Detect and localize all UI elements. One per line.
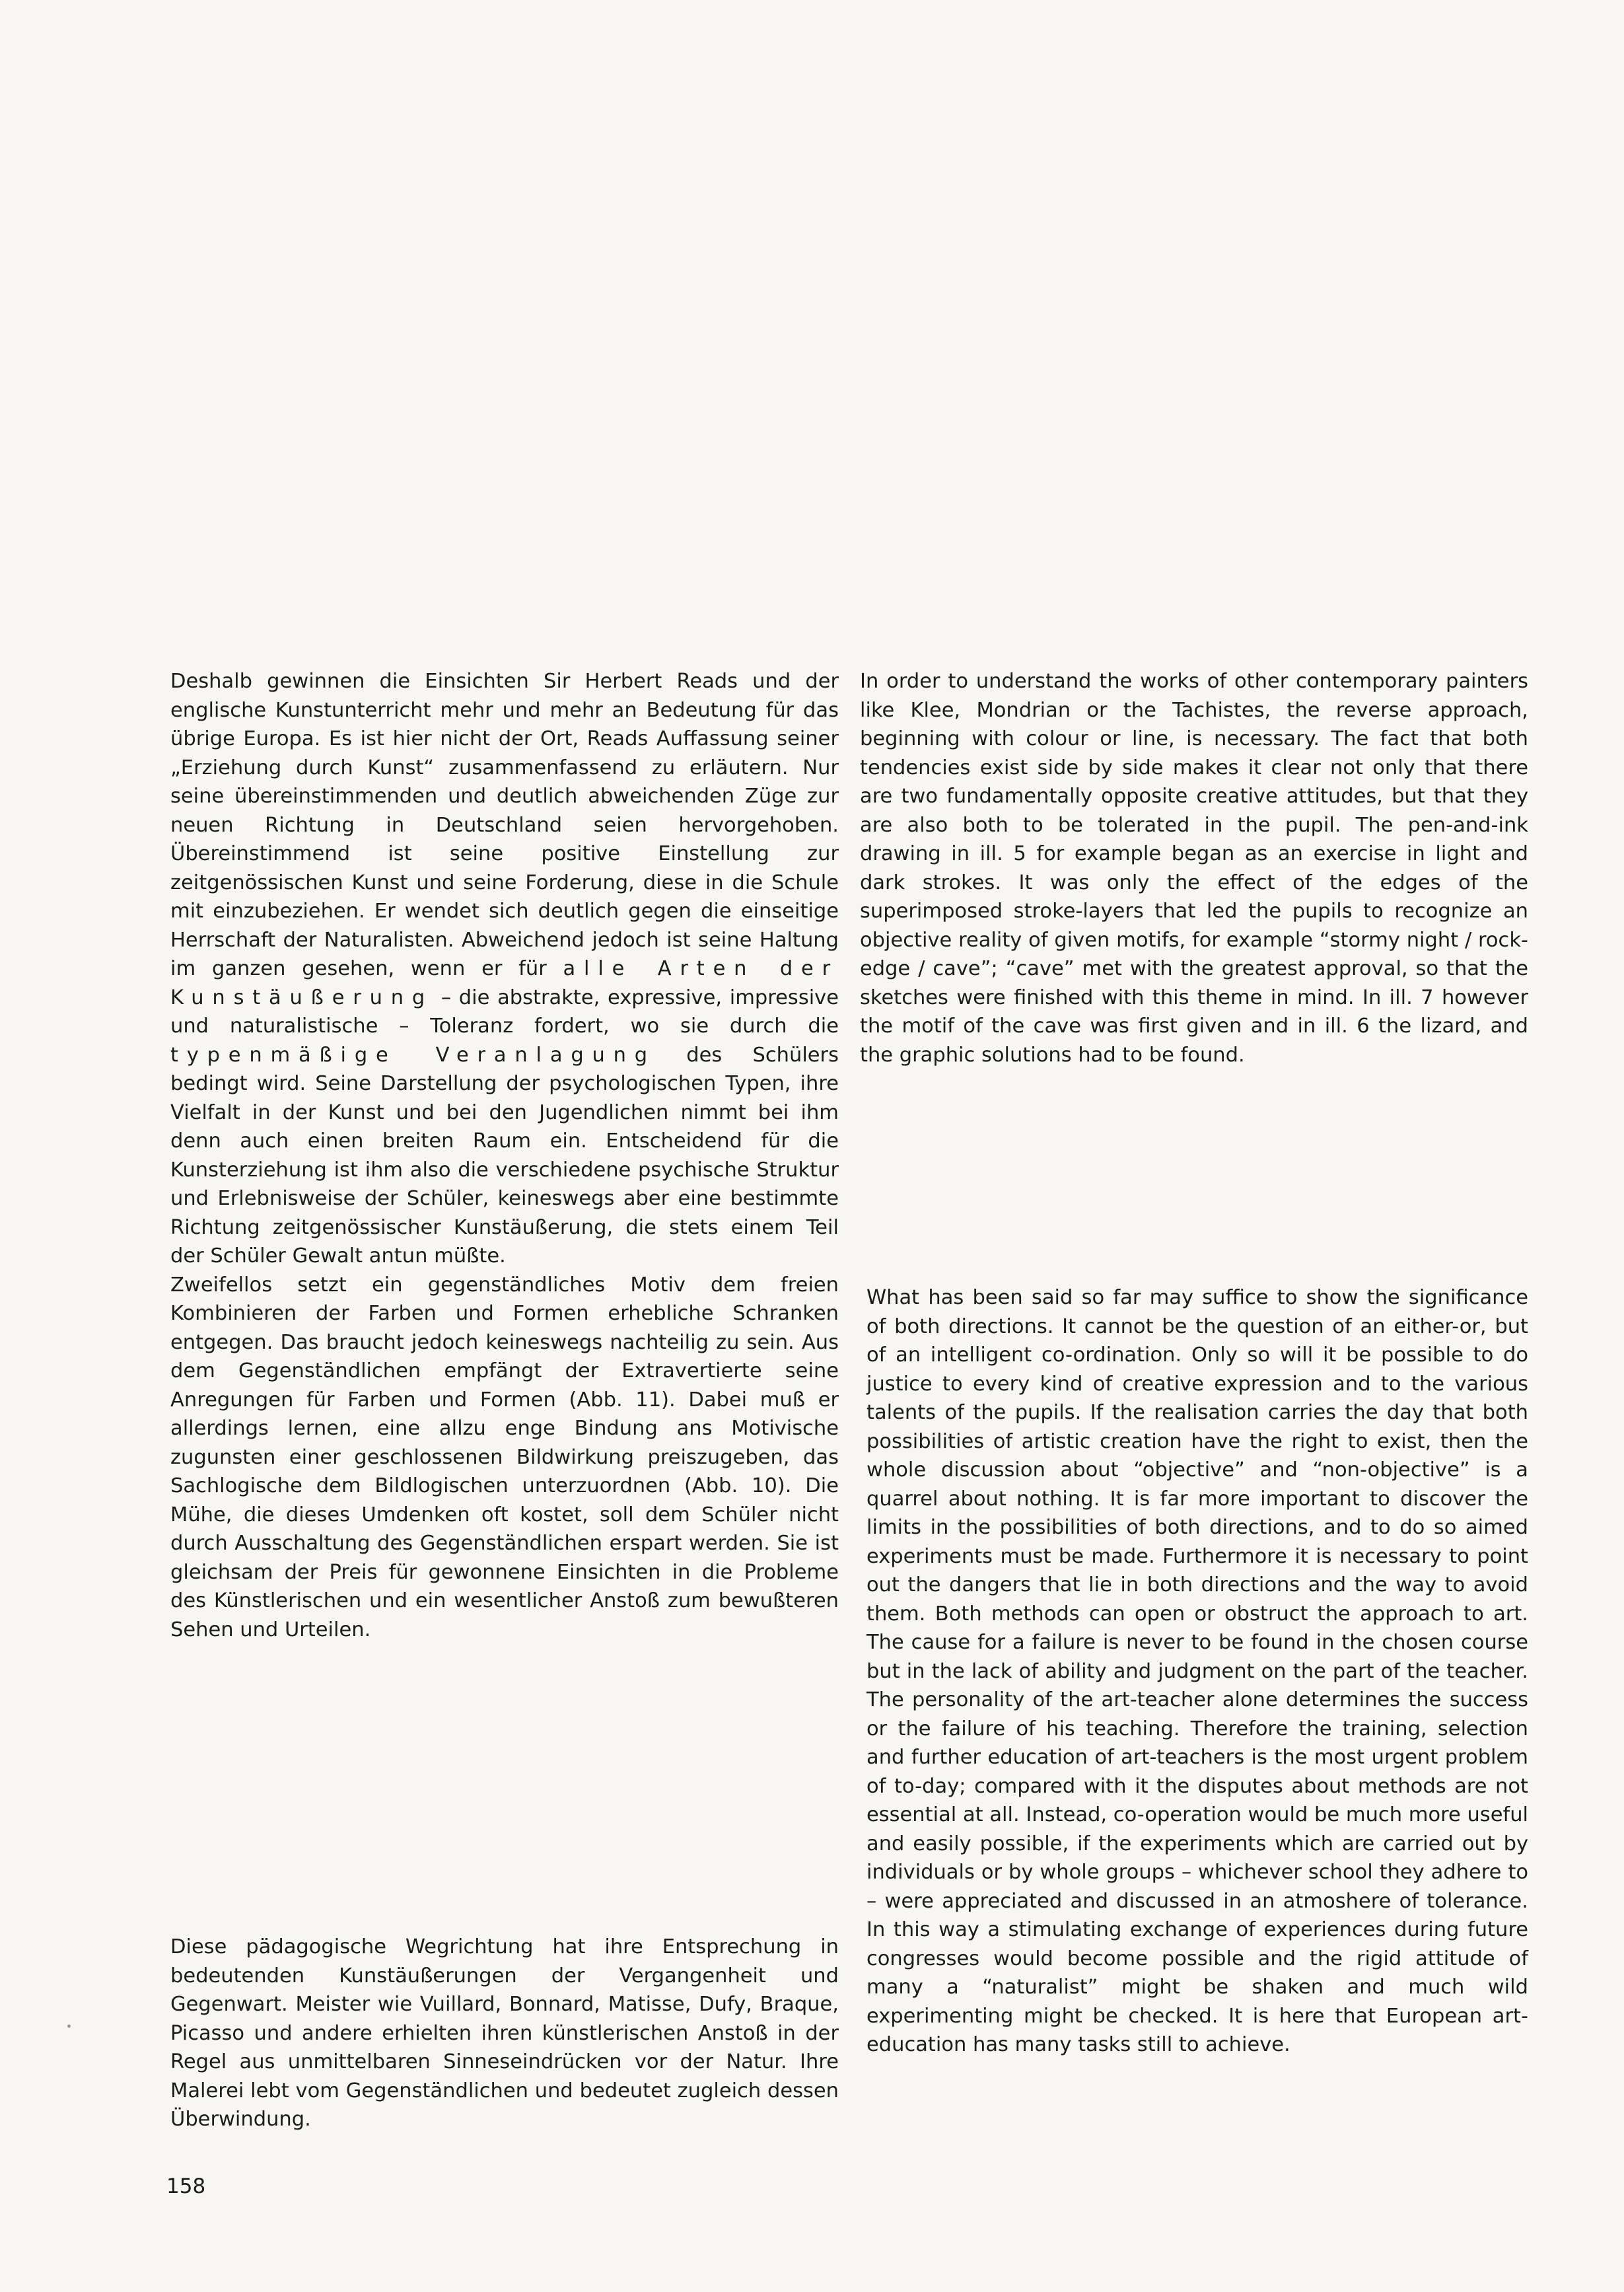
emphasis-type-disposition: typenmäßige Veranlagung xyxy=(170,1043,656,1067)
english-paragraph-1: In order to understand the works of other contemporary painters like Klee, Mondrian or the Tachistes, the reverse approach, beginning with colour or line, is necessary. The fact that both tendencies exist side by side makes it clear not only that there are two fundamentally opposite creative attitudes, but that they are also both to be tolerated in the pupil. The pen-and-ink drawing in ill. 5 for example began as an exercise in light and dark strokes. It was only the effect of the edges of the superimposed stroke-layers that led the pupils to recognize an objective reality of given motifs, for example “stormy night / rock-edge / cave”; “cave” met with the greatest approval, so that the sketches were finished with this theme in mind. In ill. 7 however the motif of the cave was first given and in ill. 6 the lizard, and the graphic solutions had to be found. xyxy=(860,670,1528,1067)
german-paragraph-1-middle: – die abstrakte, expressive, impressive und naturalistische – Toleranz fordert, wo sie durch die xyxy=(170,985,839,1038)
english-text-block-lower xyxy=(866,1283,1528,2059)
german-paragraph-1-end: des Schülers bedingt wird. Seine Darstellung der psychologischen Typen, ihre Vielfalt in der Kunst und bei den Jugendlichen nimmt bei ihm denn auch einen breiten Raum ein. Entscheidend für die Kunsterziehung ist ihm also die verschiedene psychische Struktur und Erlebnisweise der Schüler, keineswegs aber eine bestimmte Richtung zeitgenössischer Kunstäußerung, die stets einem Teil der Schüler Gewalt antun müßte. xyxy=(170,1043,839,1268)
page-number: 158 xyxy=(166,2174,206,2198)
german-paragraph-1 xyxy=(170,667,839,1271)
margin-speck xyxy=(67,2024,71,2028)
german-paragraph-3: Diese pädagogische Wegrichtung hat ihre Entsprechung in bedeutenden Kunstäußerungen der Vergangenheit und Gegenwart. Meister wie Vuillard, Bonnard, Matisse, Dufy, Braque, Picasso und andere erhielten ihren künstlerischen Anstoß in der Regel aus unmittelbaren Sinneseindrücken vor der Natur. Ihre Malerei lebt vom Gegenständlichen und bedeutet zugleich dessen Überwindung. xyxy=(170,1935,839,2131)
german-paragraph-2: Zweifellos setzt ein gegenständliches Motiv dem freien Kombinieren der Farben und Formen erhebliche Schranken entgegen. Das braucht jedoch keineswegs nachteilig zu sein. Aus dem Gegenständlichen empfängt der Extravertierte seine Anregungen für Farben und Formen (Abb. 11). Dabei muß er allerdings lernen, eine allzu enge Bindung ans Motivische zugunsten einer geschlossenen Bildwirkung preiszugeben, das Sachlogische dem Bildlogischen unterzuordnen (Abb. 10). Die Mühe, die dieses Umdenken oft kostet, soll dem Schüler nicht durch Ausschaltung des Gegenständlichen erspart werden. Sie ist gleichsam der Preis für gewonnene Einsichten in die Probleme des Künstlerischen und ein wesentlicher Anstoß zum bewußteren Sehen und Urteilen. xyxy=(170,1273,839,1641)
emphasis-all-kinds: alle Arten der Kunstäußerung xyxy=(170,957,839,1009)
german-text-block xyxy=(170,667,839,1644)
german-paragraph-1-intro: Deshalb gewinnen die Einsichten Sir Herbert Reads und der englische Kunstunterricht mehr und mehr an Bedeutung für das übrige Europa. Es ist hier nicht der Ort, Reads Auffassung seiner „Erziehung durch Kunst“ zusammenfassend zu erläutern. Nur seine übereinstimmenden und deutlich abweichenden Züge zur neuen Richtung in Deutschland seien hervorgehoben. Übereinstimmend ist seine positive Einstellung zur zeitgenössischen Kunst und seine Forderung, diese in die Schule mit einzubeziehen. Er wendet sich deutlich gegen die einseitige Herrschaft der Naturalisten. Abweichend jedoch ist seine Haltung im ganzen gesehen, wenn er für xyxy=(170,670,839,980)
english-paragraph-2: What has been said so far may suffice to show the significance of both directions. It cannot be the question of an either-or, but of an intelligent co-ordination. Only so will it be possible to do justice to every kind of creative expression and to the various talents of the pupils. If the realisation carries the day that both possibilities of artistic creation have the right to exist, then the whole discussion about “objective” and “non-objective” is a quarrel about nothing. It is far more important to discover the limits in the possibilities of both directions, and to do so aimed experiments must be made. Furthermore it is necessary to point out the dangers that lie in both directions and the way to avoid them. Both methods can open or obstruct the approach to art. The cause for a failure is never to be found in the chosen course but in the lack of ability and judgment on the part of the teacher. The personality of the art-teacher alone determines the success or the failure of his teaching. Therefore the training, selection and further education of art-teachers is the most urgent problem of to-day; compared with it the disputes about methods are not essential at all. Instead, co-operation would be much more useful and easily possible, if the experiments which are carried out by individuals or by whole groups – whichever school they adhere to – were appreciated and discussed in an atmoshere of tolerance. In this way a stimulating exchange of experiences during future congresses would become possible and the rigid attitude of many a “naturalist” might be shaken and much wild experimenting might be checked. It is here that European art-education has many tasks still to achieve. xyxy=(866,1286,1528,2056)
german-text-block-lower xyxy=(170,1933,839,2134)
english-text-block xyxy=(860,667,1528,1069)
